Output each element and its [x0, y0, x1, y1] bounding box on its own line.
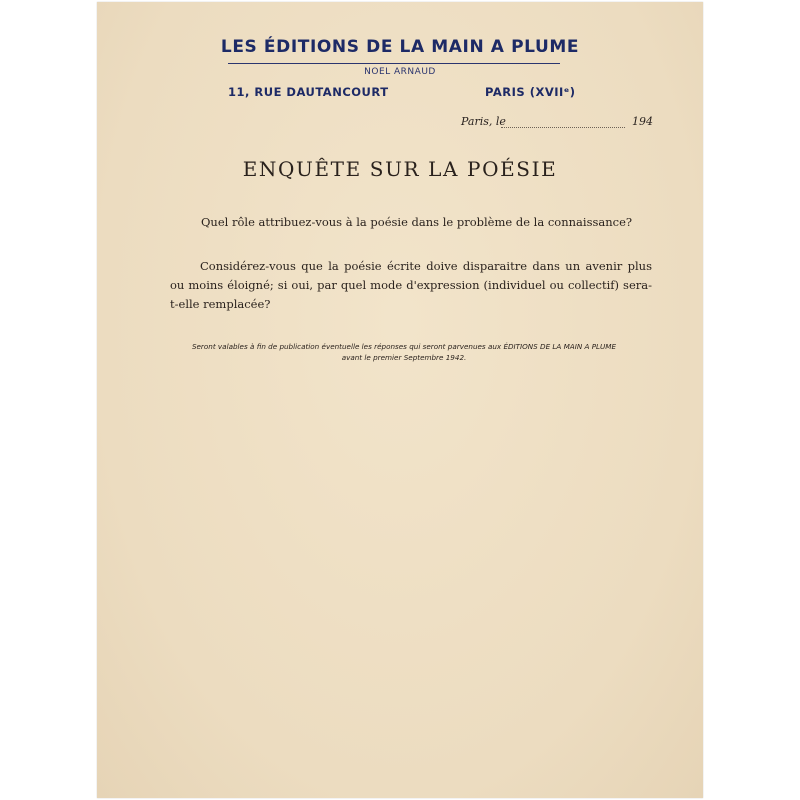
editor-name: NOEL ARNAUD: [364, 67, 436, 77]
question-1: Quel rôle attribuez-vous à la poésie dans le problème de la connaissance?: [201, 215, 633, 229]
date-line: [461, 115, 653, 131]
date-place-label: Paris, le: [461, 115, 506, 128]
letterhead-divider: [228, 63, 560, 64]
submission-note: [159, 341, 649, 363]
document-title: ENQUÊTE SUR LA POÉSIE: [242, 157, 558, 181]
publisher-city: PARIS (XVIIᵉ): [485, 85, 576, 99]
date-fill-line: [501, 127, 625, 128]
publisher-address: 11, RUE DAUTANCOURT: [228, 85, 389, 99]
submission-note-line-2: avant le premier Septembre 1942.: [341, 353, 467, 362]
questionnaire-sheet: [97, 2, 703, 798]
date-year-label: 194: [632, 115, 653, 128]
publisher-name: LES ÉDITIONS DE LA MAIN A PLUME: [220, 37, 580, 57]
submission-note-line-1: Seront valables à fin de publication éventuelle les réponses qui seront parvenues aux ÉDITIONS DE LA MAIN A PLUME: [191, 342, 617, 351]
question-2: Considérez-vous que la poésie écrite doive disparaitre dans un avenir plus ou moins éloigné; si oui, par quel mode d'expression (individuel ou collectif) sera-t-elle remplacée?: [170, 259, 652, 311]
